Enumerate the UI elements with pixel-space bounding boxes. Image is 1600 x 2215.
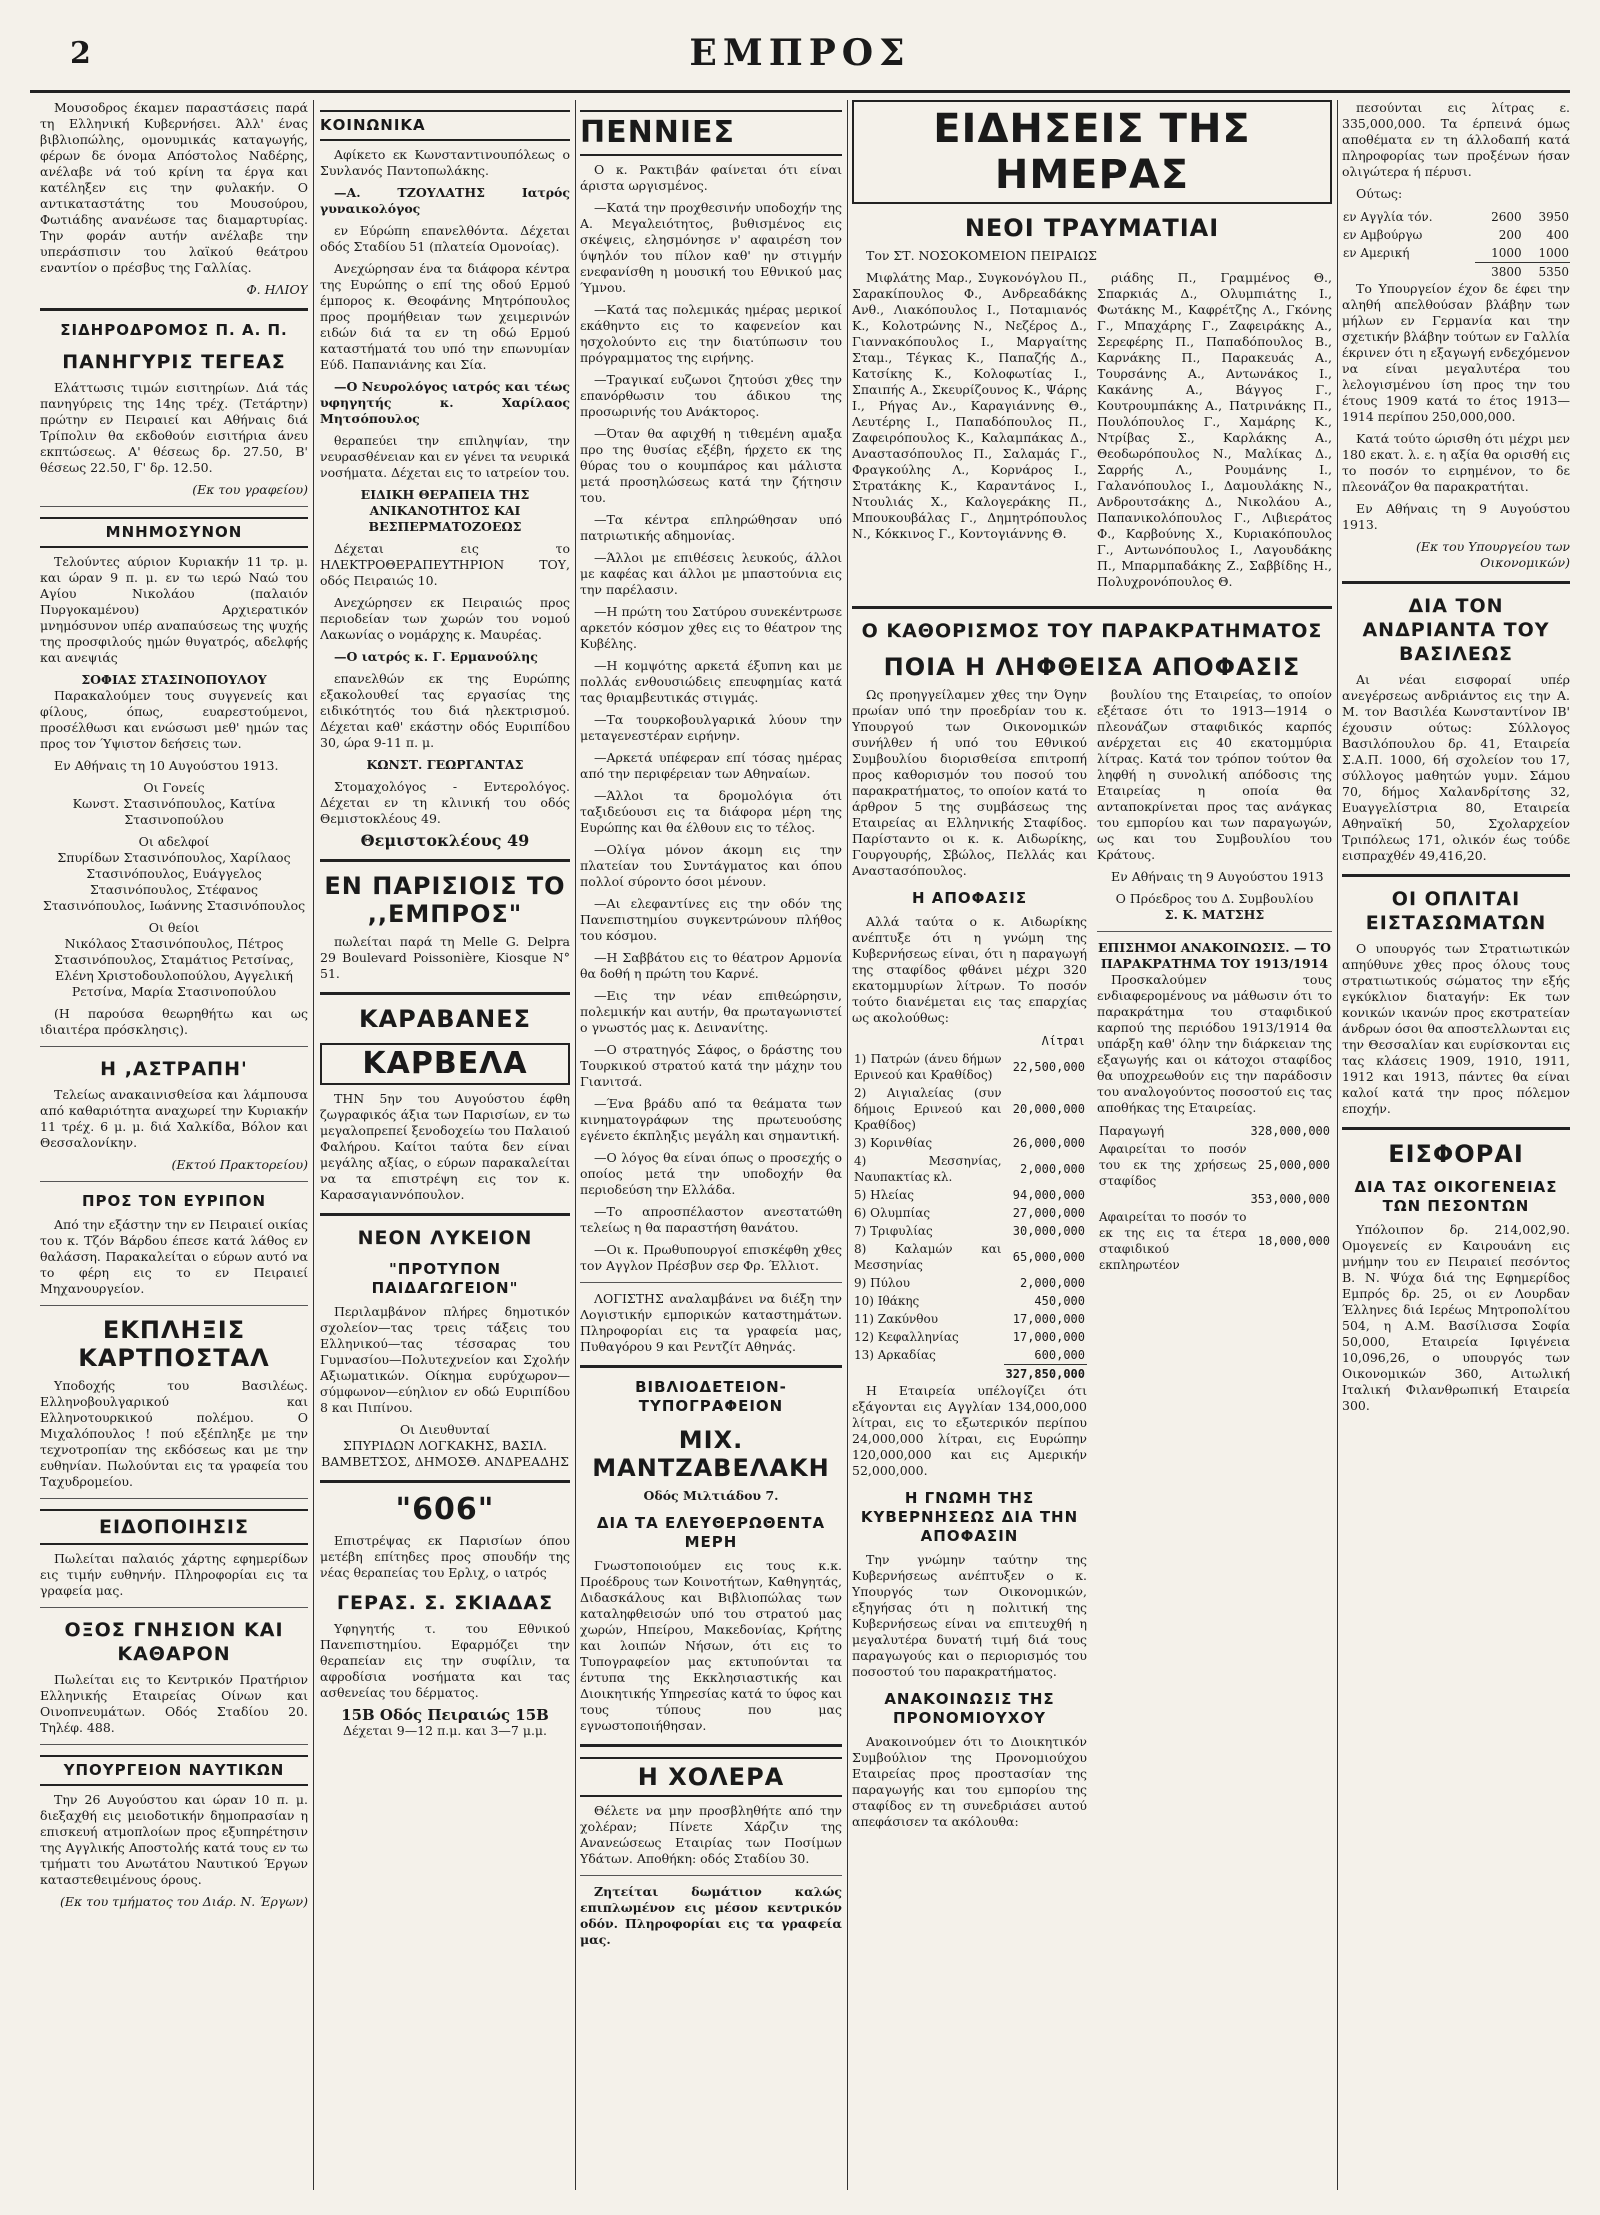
cholera-text: Θέλετε να μην προσβληθήτε από την χολέραν; Πίνετε Χάρζιν της Ανανεώσεως Εταιρίας των Ποσίμων Υδάτων. Αποθήκη: οδός Σταδίου 30. xyxy=(580,1803,842,1866)
social-item: Στομαχολόγος - Εντερολόγος. Δέχεται εν τη κλινική του οδός Θεμιστοκλέους 49. xyxy=(320,779,570,826)
government-text: Την γνώμην ταύτην της Κυβερνήσεως ανέπτυξεν ο κ. Υπουργός των Οικονομικών, εξηγήσας ότι η πολιτική της Κυβερνήσεως είναι να επιτευχθή η μεγαλυτέρα δυνατή τιμή διά τους παραγωγούς και ο περιορισμός του ποσοστού του παρακρατήματος. xyxy=(852,1552,1087,1679)
column-divider xyxy=(847,100,848,2190)
table-row xyxy=(1342,226,1570,244)
lyceum-text: Περιλαμβάνον πλήρες δημοτικόν σχολείον—τας τρεις τάξεις του Ελληνικού—τας τέσσαρας του Γυμνασίου—Πολυτεχνείον και Σχολήν Αξιωματικών. Οίκημα ευρύχωρον—σύμφωνον—εύηλιον εν οδώ Ευριπίδου 8 και Πιπίνου. xyxy=(320,1304,570,1415)
retention-subtitle: ΠΟΙΑ Η ΛΗΦΘΕΙΣΑ ΑΠΟΦΑΣΙΣ xyxy=(883,653,1301,681)
hoplites-title: ΟΙ ΟΠΛΙΤΑΙ ΕΙΣΤΑΣΩΜΑΤΩΝ xyxy=(1365,888,1547,934)
astrapi-title: Η ,ΑΣΤΡΑΠΗ' xyxy=(100,1058,248,1080)
table-row xyxy=(852,1152,1087,1186)
social-title: ΚΟΙΝΩΝΙΚΑ xyxy=(320,110,570,141)
social-item: Ανεχώρησαν ένα τα διάφορα κέντρα της Ευρώπης ο επί της οδού Ερμού έμπορος κ. Θεοφάνης Μητρόπουλος προς προμήθειαν των χειμερινών ειδών διά τα εν τη οδώ Ερμού καταστήματά του υπό την επωνυμίαν Εύδ. Παπανιάνης και Σία. xyxy=(320,261,570,372)
privileged-title: ΑΝΑΚΟΙΝΩΣΙΣ ΤΗΣ ΠΡΟΝΟΜΙΟΥΧΟΥ xyxy=(884,1690,1055,1727)
caravans-text: ΤΗΝ 5ην του Αυγούστου έφθη ζωγραφικός άξια των Παρισίων, εν τω μεγαλοπρεπεί ξενοδοχείω του Παλαιού Φαλήρου. Καίτοι ταύτα δεν είναι μεγάλης αξίας, ο εύρων παρακαλείται να τα επιστρέψη εις τον κ. Καρασαγιαννόπουλον. xyxy=(320,1091,570,1202)
statue-title: ΔΙΑ ΤΟΝ ΑΝΔΡΙΑΝΤΑ ΤΟΥ ΒΑΣΙΛΕΩΣ xyxy=(1362,595,1550,665)
table-cell-value: 25,000,000 xyxy=(1257,1158,1330,1172)
masthead: ΕΜΠΡΟΣ xyxy=(689,32,911,74)
column-5 xyxy=(1342,100,1570,2190)
table-cell xyxy=(852,1032,1004,1050)
official-notice-text: Προσκαλούμεν τους ενδιαφερομένους να μάθωσιν ότι το παρακράτημα του σταφιδικού καρπού της περιόδου 1913/1914 θα υπάρξη καθ' όλην την διάρκειαν της εξαγωγής και οι κάτοχοι σταφίδος θα υποχρεωθούν εις την παράδοσιν του αναλογούντος ποσοστού εις τας αποθήκας της Εταιρείας. xyxy=(1097,972,1332,1115)
social-item: επανελθών εκ της Ευρώπης εξακολουθεί τας εργασίας της ειδικότητός του διά ηλεκτρισμού. Δέχεται καθ' εκάστην οδός Ευριπίδου 30, ώρα 9-11 π. μ. xyxy=(320,671,570,750)
penies-item: —Άλλοι με επιθέσεις λευκούς, άλλοι με καφέας και άλλοι με μπαστούνια εις την παρέλασιν. xyxy=(580,550,842,597)
table-cell-name: 2) Αιγιαλείας (συν δήμοις Ερινεού και Κραθίδος) xyxy=(854,1086,1002,1132)
penies-item: —Η πρώτη του Σατύρου συνεκέντρωσε αρκετόν κόσμον χθες εις το θέατρον της Κυβέλης. xyxy=(580,604,842,651)
rail-signature: (Εκ του γραφείου) xyxy=(192,482,308,497)
memorial-parents: Κωνστ. Στασινόπουλος, Κατίνα Στασινοπούλου xyxy=(72,796,276,827)
paris-title: ΕΝ ΠΑΡΙΣΙΟΙΣ ΤΟ ,,ΕΜΠΡΟΣ" xyxy=(324,872,566,928)
penies-item: —Αι ελεφαντίνες εις την οδόν της Πανεπιστημίου συγκεντρώνουν πλήθος του κόσμου. xyxy=(580,896,842,943)
penies-item: —Τα κέντρα επληρώθησαν υπό πατριωτικής αδημονίας. xyxy=(580,512,842,543)
export-table xyxy=(1342,208,1570,281)
table-cell-value: 1000 xyxy=(1538,246,1569,260)
accountant-ad: ΛΟΓΙΣΤΗΣ αναλαμβάνει να διέξη την Λογιστικήν εμπορικών καταστημάτων. Πληροφορίαι εις τα γραφεία μας, Πυθαγόρου 9 και Ρεντζίτ Αθηνάς. xyxy=(580,1291,842,1354)
doctor-name: ΓΕΡΑΣ. Σ. ΣΚΙΑΔΑΣ xyxy=(336,1592,554,1614)
lyceum-title: ΝΕΟΝ ΛΥΚΕΙΟΝ xyxy=(357,1227,533,1249)
table-row xyxy=(852,1222,1087,1240)
decision-text-2: Η Εταιρεία υπέλογίζει ότι εξάγονται εις Αγγλίαν 134,000,000 λίτραι, εις το εξωτερικόν περίπου 24,000,000 λίτραι, εις Ευρώπην 120,000,000 και εις Αμερικήν 52,000,000. xyxy=(852,1383,1087,1478)
naval-signature: (Εκ του τμήματος του Διάρ. Ν. Έργων) xyxy=(60,1894,308,1909)
column-divider xyxy=(1337,100,1338,2190)
table-cell-value: 353,000,000 xyxy=(1250,1192,1330,1206)
statue-text: Αι νέαι εισφοραί υπέρ ανεγέρσεως ανδριάντος εις την Α. Μ. τον Βασιλέα Κωνσταντίνον ΙΒ' έχουσιν ούτως: Σύλλογος Βασιλόπουλου δρ. 41, Εταιρεία Σ.Α.Π. 1000, 6ή σχολείον του 17, σύλλογος μαθητών γυμν. Σάμου 70, δήμος Χαλανδρίτσης 32, Ευαγγελίστρια 80, Εταιρεία Αθηναϊκή 50, Σχολαρχείον Τριπόλεως 171, ολικόν έως τούδε εισπραχθέν 49,416,20. xyxy=(1342,672,1570,863)
social-item-title: ΚΩΝΣΤ. ΓΕΩΡΓΑΝΤΑΣ xyxy=(366,757,524,772)
production-table xyxy=(852,1032,1087,1383)
table-cell-value: 1000 xyxy=(1491,246,1522,260)
social-item-title: ΕΙΔΙΚΗ ΘΕΡΑΠΕΙΑ ΤΗΣ ΑΝΙΚΑΝΟΤΗΤΟΣ ΚΑΙ ΒΕΣΠΕΡΜΑΤΟΖΟΕΩΣ xyxy=(360,487,530,534)
table-cell-name: 12) Κεφαλληνίας xyxy=(854,1330,959,1344)
retention-signature-role: Ο Πρόεδρος του Δ. Συμβουλίου xyxy=(1115,891,1314,906)
social-item: Δέχεται εις το ΗΛΕΚΤΡΟΘΕΡΑΠΕΥΤΗΡΙΟΝ ΤΟΥ, οδός Πειραιώς 10. xyxy=(320,541,570,588)
karvela-title: ΚΑΡΒΕΛΑ xyxy=(320,1043,570,1085)
table-cell-name: 9) Πύλου xyxy=(854,1276,911,1290)
table-row xyxy=(1342,244,1570,263)
table-row xyxy=(1342,263,1570,282)
memorial-name: ΣΟΦΙΑΣ ΣΤΑΣΙΝΟΠΟΥΛΟΥ xyxy=(81,672,267,687)
table-row xyxy=(1342,208,1570,226)
wounded-list: ριάδης Π., Γραμμένος Θ., Σπαρκιάς Δ., Ολυμπιάτης Ι., Φωτάκης Μ., Καφρέτζης Λ., Γκόνης Γ., Μπαχάρης Γ., Ζαφειράκης Α., Σερεφέρης Π., Παπαδόπουλος Β., Καρνάκης Π., Παρακευάς Α., Τουρσάνης Α., Αντωνάκος Ι., Κακάνης Α., Βάγγος Γ., Κουτρουμπάκης Α., Πατρινάκης Π., Πουλόπουλος Γ., Χαμάρης Κ., Ντρίβας Σ., Καρλάκης Α., Θεοδωρόπουλος Ν., Μαλίκας Δ., Σαρρής Λ., Ρουμάνης Ι., Γαλανόπουλος Ι., Δαμουλάκης Ν., Ανδρουτσάκης Δ., Νικολάου Α., Παπανικολόπουλος Γ., Λιβιεράτος Φ., Καρβούνης Χ., Κυριακόπουλος Γ., Αντωνόπουλος Ι., Λαγουδάκης Π., Μπαρμπαδάκης Ζ., Σαββίδης Η., Πολυχρονόπουλος Θ. xyxy=(1097,270,1332,589)
header-rule xyxy=(30,90,1570,93)
naval-title: ΥΠΟΥΡΓΕΙΟΝ ΝΑΥΤΙΚΩΝ xyxy=(40,1755,308,1786)
salvarsan-text: Επιστρέψας εκ Παρισίων όπου μετέβη επίτηδες προς σπουδήν της νέας θεραπείας του Ερλιχ, ο ιατρός xyxy=(320,1533,570,1580)
hoplites-text: Ο υπουργός των Στρατιωτικών απηύθυνε χθες προς όλους τους στρατιωτικούς σώματος την εξής εγκύκλιον διαταγήν: Εκ των κονικών ικανών προς εκστρατείαν άνδρων όσοι θα αποστελλωνται εις την Θεσσαλίαν και ευρίσκονται εις τας κλάσεις 1909, 1910, 1911, 1912 και 1913, πάντες θα είναι καλοί κατά την προς πόλεμον εποχήν. xyxy=(1342,941,1570,1116)
table-cell-value: 27,000,000 xyxy=(1012,1206,1085,1220)
table-cell-name: 8) Καλαμών και Μεσσηνίας xyxy=(854,1242,1002,1272)
table-row xyxy=(852,1032,1087,1050)
column-4 xyxy=(852,100,1332,2190)
table-cell-name: Αφαιρείται το ποσόν του εκ της χρήσεως σταφίδος xyxy=(1099,1142,1247,1188)
evripos-text: Από την εξάστην την εν Πειραιεί οικίας του κ. Τζόν Βάρδου έπεσε κατά λάθος εν θαλάσση. Παρακαλείται ο εύρων αυτό να το φέρη εις το εν Πειραιεί Μηχανουργείον. xyxy=(40,1217,308,1296)
table-cell-name: 7) Τριφυλίας xyxy=(854,1224,933,1238)
decision-text: Αλλά ταύτα ο κ. Αιδωρίκης ανέπτυξε ότι η γνώμη της Κυβερνήσεως είναι, ότι η παραγωγή της σταφίδος φθάνει μέχρι 320 εκατομμυρίων λίτρων. Το ποσόν τούτο διανέμεται εις τας επαρχίας ως ακολούθως: xyxy=(852,914,1087,1025)
table-total: 5350 xyxy=(1523,263,1570,282)
doctor-hours: Δέχεται 9—12 π.μ. και 3—7 μ.μ. xyxy=(342,1723,548,1738)
bindery-address: Οδός Μιλτιάδου 7. xyxy=(643,1488,779,1503)
table-row xyxy=(852,1292,1087,1310)
penies-item: —Τραγικαί ευζωνοι ζητούσι χθες την επανόρθωσιν του άδικου της προσωρινής του Ανάκτορος. xyxy=(580,372,842,419)
decision-title: Η ΑΠΟΦΑΣΙΣ xyxy=(911,889,1028,907)
astrapi-text: Τελείως ανακαινισθείσα και λάμπουσα από καθαριότητα αναχωρεί την Κυριακήν 11 τρέχ. 6 μ. μ. διά Χαλκίδα, Βόλον και Θεσσαλονίκην. xyxy=(40,1087,308,1150)
memorial-relatives-label: Οι θείοι xyxy=(148,920,200,935)
postcards-text: Υποδοχής του Βασιλέως. Ελληνοβουλγαρικού και Ελληνοτουρκικού πολέμου. Ο Μιχαλόπουλος ! πού εξέπληξε με την τεχνοτροπίαν της εκδόσεως και με την ευθηνίαν. Πωλούνται εις τα γραφεία του Ταχυδρομείου. xyxy=(40,1378,308,1489)
table-cell-value: 400 xyxy=(1546,228,1569,242)
table-row xyxy=(852,1365,1087,1384)
table-cell-name: εν Αγγλία τόν. xyxy=(1343,210,1433,224)
table-row xyxy=(852,1134,1087,1152)
table-cell xyxy=(852,1365,1004,1384)
bindery-subtitle: ΔΙΑ ΤΑ ΕΛΕΥΘΕΡΩΘΕΝΤΑ ΜΕΡΗ xyxy=(596,1514,826,1551)
retention-signature-name: Σ. Κ. ΜΑΤΣΗΣ xyxy=(1164,907,1265,922)
penies-item: —Η Σαββάτου εις το θέατρον Αρμονία θα δοθή η πρώτη του Καρνέ. xyxy=(580,950,842,981)
social-item-title: —Α. ΤΖΟΥΛΑΤΗΣ Ιατρός γυναικολόγος xyxy=(320,185,570,216)
table-row xyxy=(1097,1208,1332,1274)
penies-item: Ο κ. Ρακτιβάν φαίνεται ότι είναι άριστα ωργισμένος. xyxy=(580,162,842,193)
wounded-lead: Τον ΣΤ. ΝΟΣΟΚΟΜΕΙΟΝ ΠΕΙΡΑΙΩΣ xyxy=(866,248,1097,263)
table-cell-name: 4) Μεσσηνίας, Ναυπακτίας κλ. xyxy=(854,1154,1002,1184)
retention-title: Ο ΚΑΘΟΡΙΣΜΟΣ ΤΟΥ ΠΑΡΑΚΡΑΤΗΜΑΤΟΣ xyxy=(861,620,1323,642)
table-cell-name: 6) Ολυμπίας xyxy=(854,1206,931,1220)
table-row xyxy=(852,1204,1087,1222)
bindery-text: Γνωστοποιούμεν εις τους κ.κ. Προέδρους των Κοινοτήτων, Καθηγητάς, Διδασκάλους και Βιβλιοπώλας των καταληφθεισών υπό του στρατού μας χωρών, Ηπείρου, Μακεδονίας, Κρήτης και λοιπών Νήσων, ότι εις το Τυπογραφείον μας εκτυπούνται τα έντυπα της Εκκλησιαστικής και Διοικητικής Υπηρεσίας κατά το ύφος και τους τύπους που μας εγνωστοποιήθησαν. xyxy=(580,1558,842,1733)
column-2 xyxy=(320,100,570,2190)
table-cell-value: 17,000,000 xyxy=(1012,1312,1085,1326)
column-divider xyxy=(313,100,314,2190)
table-row xyxy=(1097,1140,1332,1190)
memorial-parents-label: Οι Γονείς xyxy=(143,780,205,795)
penies-item: —Κατά τας πολεμικάς ημέρας μερικοί εκάθηντο εις το καφενείον και ησχολούντο εις την διατύπωσιν του πρόγραμματος της ειρήνης. xyxy=(580,302,842,365)
retention-date: Εν Αθήναις τη 9 Αυγούστου 1913 xyxy=(1111,869,1324,884)
table-row xyxy=(1097,1122,1332,1140)
naval-text: Την 26 Αυγούστου και ώραν 10 π. μ. διεξαχθή εις μειοδοτικήν δημοπρασίαν η επισκευή ατμοπλοίων προς εξυπηρέτησιν της Αγγλικής Αποστολής κατά τους εν τω τμήματι του Ανωτάτου Ναυτικού Έργων καταστεθειμένους όρους. xyxy=(40,1792,308,1887)
evripos-title: ΠΡΟΣ ΤΟΝ ΕΥΡΙΠΟΝ xyxy=(81,1192,267,1210)
column-divider xyxy=(575,100,576,2190)
memorial-date: Εν Αθήναις τη 10 Αυγούστου 1913. xyxy=(54,758,279,773)
social-item: Αφίκετο εκ Κωνσταντινουπόλεως ο Συνλανός Παντοπωλάκης. xyxy=(320,147,570,178)
table-header: Λίτραι xyxy=(1041,1034,1085,1048)
table-cell-name: εν Αμβούργω xyxy=(1343,228,1423,242)
table-row xyxy=(852,1084,1087,1134)
table-cell-value: 600,000 xyxy=(1034,1348,1085,1362)
wounded-title: ΝΕΟΙ ΤΡΑΥΜΑΤΙΑΙ xyxy=(964,214,1220,242)
penies-item: —Κατά την προχθεσινήν υποδοχήν της Α. Μεγαλειότητος, βυθισμένος εις σκέψεις, ελησμόνησε ν' αφαιρέση τον ύψηλόν του πίλον καθ' ην στιγμήν ενεφανίσθη η μουσική του Εθνικού μας Ύμνου. xyxy=(580,200,842,295)
column-3 xyxy=(580,100,842,2190)
table-cell-value: 3950 xyxy=(1538,210,1569,224)
memorial-siblings: Σπυρίδων Στασινόπουλος, Χαρίλαος Στασινόπουλος, Ευάγγελος Στασινόπουλος, Στέφανος Στασινόπουλος, Ιωάννης Στασινόπουλος xyxy=(42,850,306,913)
news-title: ΕΙΔΗΣΕΙΣ ΤΗΣ ΗΜΕΡΑΣ xyxy=(852,100,1332,204)
contributions-title: ΕΙΣΦΟΡΑΙ xyxy=(1388,1140,1524,1168)
table-cell-value: 30,000,000 xyxy=(1012,1224,1085,1238)
memorial-text: Τελούντες αύριον Κυριακήν 11 τρ. μ. και ώραν 9 π. μ. εν τω ιερώ Ναώ του Αγίου Νικολάου (παλαιόν Πυργοκαμένου) Αρχιερατικόν μνημόσυνον υπέρ αναπαύσεως της ψυχής της προσφιλούς ημών θυγατρός, αδελφής και ανεψιάς xyxy=(40,554,308,665)
table-row xyxy=(852,1050,1087,1084)
table-total: 327,850,000 xyxy=(1004,1365,1087,1384)
rail-title: ΣΙΔΗΡΟΔΡΟΜΟΣ Π. Α. Π. xyxy=(60,321,288,339)
lyceum-directors: ΣΠΥΡΙΔΩΝ ΛΟΓΚΑΚΗΣ, ΒΑΣΙΛ. ΒΑΜΒΕΤΣΟΣ, ΔΗΜΟΣΘ. ΑΝΔΡΕΑΔΗΣ xyxy=(321,1438,569,1469)
astrapi-signature: (Εκτού Πρακτορείου) xyxy=(171,1157,308,1172)
table-row xyxy=(1097,1190,1332,1208)
government-title: Η ΓΝΩΜΗ ΤΗΣ ΚΥΒΕΡΝΗΣΕΩΣ ΔΙΑ ΤΗΝ ΑΠΟΦΑΣΙΝ xyxy=(860,1489,1079,1545)
penies-item: —Οι κ. Πρωθυπουργοί επισκέφθη χθες τον Αγγλον Πρέσβυν σερ Φρ. Έλλιοτ. xyxy=(580,1242,842,1273)
bindery-name: ΜΙΧ. ΜΑΝΤΖΑΒΕΛΑΚΗ xyxy=(592,1426,830,1482)
doctor-address: 15Β Οδός Πειραιώς 15Β xyxy=(341,1706,549,1724)
table-cell-name: 5) Ηλείας xyxy=(854,1188,914,1202)
table-row xyxy=(852,1186,1087,1204)
penies-item: —Ολίγα μόνον άκομη εις την πλατείαν του Συντάγματος και όπου πολλοί σύροντο όσοι μένουν. xyxy=(580,842,842,889)
export-text-2: Το Υπουργείον έχον δε έφει την αληθή απελθούσαν βλάβην των μήλων εν Γερμανία και την σχετικήν βλάβην τούτων εν Γαλλία έκρινεν ότι η εξαγωγή ενδεχόμενον να είναι μεγαλυτέρα του λελογισμένου ίση προς την του έτους 1909 κατά το έτος 1913—1914 περίπου 250,000,000. xyxy=(1342,281,1570,424)
notice-title: ΕΙΔΟΠΟΙΗΣΙΣ xyxy=(40,1509,308,1545)
penies-item: —Ο λόγος θα είναι όπως ο προσεχής ο οποίος μετά την υποδοχήν θα περιοδεύση την Ελλάδα. xyxy=(580,1150,842,1197)
penies-item: —Η κομψότης αρκετά έξυπνη και με πολλάς ενθουσιώδεις επευφημίας κατά τας θριαμβευτικάς στιγμάς. xyxy=(580,658,842,705)
official-notice-title: ΕΠΙΣΗΜΟΙ ΑΝΑΚΟΙΝΩΣΙΣ. — ΤΟ ΠΑΡΑΚΡΑΤΗΜΑ ΤΟΥ 1913/1914 xyxy=(1098,940,1331,971)
penies-item: —Άλλοι τα δρομολόγια ότι ταξιδεύουσι εις τα διάφορα μέρη της Ευρώπης και θα έλθουν εις το τέλος. xyxy=(580,788,842,835)
table-cell-name: 10) Ιθάκης xyxy=(854,1294,920,1308)
column-1 xyxy=(40,100,308,2190)
table-cell-name: 1) Πατρών (άνευ δήμων Ερινεού και Κραθίδος) xyxy=(854,1052,1002,1082)
table-cell-value: 200 xyxy=(1498,228,1522,242)
room-wanted-ad: Ζητείται δωμάτιον καλώς επιπλωμένον εις μέσον κεντρικόν οδόν. Πληροφορίαι εις τα γραφεία μας. xyxy=(580,1884,842,1947)
table-cell-value: 26,000,000 xyxy=(1012,1136,1085,1150)
table-cell-name xyxy=(1097,1190,1249,1208)
notice-text: Πωλείται παλαιός χάρτης εφημερίδων εις τιμήν ευθηνήν. Πληροφορίαι εις τα γραφεία μας. xyxy=(40,1551,308,1598)
table-cell xyxy=(1342,263,1475,282)
table-cell-value: 20,000,000 xyxy=(1012,1102,1085,1116)
social-item-title: —Ο Νευρολόγος ιατρός και τέως υφηγητής κ. Χαρίλαος Μητσόπουλος xyxy=(320,379,570,426)
table-cell-name: 11) Ζακύνθου xyxy=(854,1312,939,1326)
table-cell-name: εν Αμερική xyxy=(1343,246,1410,261)
production-summary-table xyxy=(1097,1122,1332,1274)
contributions-subtitle: ΔΙΑ ΤΑΣ ΟΙΚΟΓΕΝΕΙΑΣ ΤΩΝ ΠΕΣΟΝΤΩΝ xyxy=(1354,1178,1558,1215)
table-cell-value: 17,000,000 xyxy=(1012,1330,1085,1344)
vinegar-title: ΟΞΟΣ ΓΝΗΣΙΟΝ ΚΑΙ ΚΑΘΑΡΟΝ xyxy=(64,1619,284,1665)
postcards-title: ΕΚΠΛΗΞΙΣ ΚΑΡΤΠΟΣΤΑΛ xyxy=(78,1316,270,1372)
bindery-title: ΒΙΒΛΙΟΔΕΤΕΙΟΝ-ΤΥΠΟΓΡΑΦΕΙΟΝ xyxy=(635,1378,787,1415)
social-item: θεραπεύει την επιληψίαν, την νευρασθένειαν και εν γένει τα νευρικά νοσήματα. Δέχεται εις το ιατρείον του. xyxy=(320,433,570,480)
export-text-3: Κατά τούτο ώρισθη ότι μέχρι μεν 180 εκατ. λ. ε. η αξία θα ορισθή εις το ποσόν το ειρημένον, το δε πλεονάζον θα παρακρατήται. xyxy=(1342,431,1570,494)
rail-text: Ελάττωσις τιμών εισιτηρίων. Διά τάς πανηγύρεις της 14ης τρέχ. (Τετάρτην) πρώτην εν Πειραιεί και Αθήναις διά Τρίπολιν θα εκδοθούν εισιτήρια άνευ εκπτώσεως. Α' θέσεως δρ. 27.50, Β' θέσεως 22.50, Γ' δρ. 12.50. xyxy=(40,380,308,475)
cholera-title: Η ΧΟΛΕΡΑ xyxy=(580,1757,842,1797)
table-row xyxy=(852,1274,1087,1292)
article-text: Μουσοδρος έκαμεν παραστάσεις παρά τη Ελληνική Κυβερνήσει. Άλλ' ένας βιβλιοπώλης, ομονυμικάς καταγωγής, φέρων δε όνομα Απόστολος Ναδέρης, ανέλαβε νά τού κρίνη τα έργα και κατέληξεν εις την φυλακήν. Ο αντικαταστάτης του Μουσούρου, Φωτιάδης ανανέωσε τας διαμαρτυρίας. Την φοράν αυτήν ανέλαβε την υπεράσπισιν του λαϊκού θεάτρου εναντίον ο πρέσβυς της Γαλλίας. xyxy=(40,100,308,275)
export-date: Εν Αθήναις τη 9 Αυγούστου 1913. xyxy=(1342,501,1570,532)
memorial-text-2: Παρακαλούμεν τους συγγενείς και φίλους, όπως, ευαρεστούμενοι, προσέλθωσι και ενώσωσι μεθ' ημών τας προς τον Ύψιστον δεήσεις των. xyxy=(40,688,308,751)
table-cell-name: Παραγωγή xyxy=(1099,1124,1165,1138)
social-item: εν Εύρώπη επανελθόντα. Δέχεται οδός Σταδίου 51 (πλατεία Ομονοίας). xyxy=(320,223,570,254)
retention-text: Ως προηγγείλαμεν χθες την Όγην πρωίαν υπό την προεδρίαν του κ. Υπουργού των Οικονομικών συνήλθεν ή υπό του Εθνικού Συμβουλίου διορισθείσα επιτροπή προς καθορισμόν του ποσού του παρακρατήματος, το οποίον κατά το άρθρον 5 της συμβάσεως της Εταιρείας αι Ελληνικής Σταφίδος. Παρίσταντο οι κ. κ. Αιδωρίκης, Γουργουρής, Σβώλος, Πελλάς και Αναστασόπουλος. xyxy=(852,687,1087,878)
memorial-note: (Η παρούσα θεωρηθήτω και ως ιδιαιτέρα πρόσκλησις). xyxy=(40,1006,308,1037)
paris-text: πωλείται παρά τη Melle G. Delpra 29 Boulevard Poissonière, Kiosque N° 51. xyxy=(320,934,570,981)
social-item: Ανεχώρησεν εκ Πειραιώς προς περιοδείαν των χωρών του νομού Λακωνίας ο νομάρχης κ. Μαυρέας. xyxy=(320,595,570,642)
social-item-title: —Ο ιατρός κ. Γ. Ερμανούλης xyxy=(334,649,538,664)
penies-item: —Το απροσπέλαστον ανεστατώθη τελείως η θα παραστήση θανάτου. xyxy=(580,1204,842,1235)
memorial-relatives: Νικόλαος Στασινόπουλος, Πέτρος Στασινόπουλος, Σταμάτιος Ρετσίνας, Ελένη Χριστοδουλοπούλου, Αγγελική Ρετσίνα, Μαρία Στασινοπούλου xyxy=(54,936,294,999)
penies-item: —Αρκετά υπέφεραν επί τόσας ημέρας από την περιφέρειαν των Αθηναίων. xyxy=(580,750,842,781)
table-cell-name: Αφαιρείται το ποσόν το εκ της εις τα έτερα σταφιδικού εκπληρωτέον xyxy=(1099,1210,1247,1272)
privileged-text: Ανακοινούμεν ότι το Διοικητικόν Συμβούλιον της Προνομιούχου Εταιρείας προς προστασίαν της παραγωγής και του εμπορίου της σταφίδος εν τη συνεδριάσει αυτού απεφάσισεν τα ακόλουθα: xyxy=(852,1734,1087,1829)
table-cell-name: 13) Αρκαδίας xyxy=(854,1348,936,1363)
penies-item: —Όταν θα αφιχθή η τιθεμένη αμαξα προ της θυσίας εξέβη, ήρχετο εκ της θύρας του ο κουμπάρος και μάλιστα μετά προσηλώσεως κατά την ζήτησιν του. xyxy=(580,426,842,505)
table-cell-name: 3) Κορινθίας xyxy=(854,1136,933,1150)
penies-item: —Εις την νέαν επιθεώρησιν, πολεμικήν και αυτήν, θα πρωταγωνιστεί ο γνωστός μας κ. Δεινανίτης. xyxy=(580,988,842,1035)
rail-subtitle: ΠΑΝΗΓΥΡΙΣ ΤΕΓΕΑΣ xyxy=(62,351,286,373)
page-number: 2 xyxy=(70,36,91,71)
penies-item: —Ο στρατηγός Σάφος, ο δράστης του Τουρκικού στρατού κατά την μάχην του Γιανιτσά. xyxy=(580,1042,842,1089)
memorial-title: ΜΝΗΜΟΣΥΝΟΝ xyxy=(40,517,308,548)
penies-item: —Ένα βράδυ από τα θεάματα των κινηματογράφων της πρωτευούσης εγένετο έκπληξις μεγάλη και σημαντική. xyxy=(580,1096,842,1143)
table-row xyxy=(852,1328,1087,1346)
table-cell-value: 22,500,000 xyxy=(1012,1060,1085,1074)
table-cell-value: 2,000,000 xyxy=(1019,1162,1085,1176)
table-cell-value: 94,000,000 xyxy=(1012,1188,1085,1202)
retention-text-2: βουλίου της Εταιρείας, το οποίον εξέτασε ότι το 1913—1914 ο πλεονάζων σταφιδικός καρπός ανέρχεται εις 40 εκατομμύρια λίτρας. Κατά τον τρόπον τούτον θα ληφθή η συνολική απόδοσις της Εταιρείας η οποία θα ανταποκρίνεται προς τας ανάγκας του εμπορίου και των παραγωγών, ως και του Συμβουλίου του Κράτους. xyxy=(1097,687,1332,862)
table-row xyxy=(852,1310,1087,1328)
vinegar-text: Πωλείται εις το Κεντρικόν Πρατήριον Ελληνικής Εταιρείας Οίνων και Οινοπνευμάτων. Οδός Σταδίου 20. Τηλέφ. 488. xyxy=(40,1672,308,1735)
lyceum-subtitle: "ΠΡΟΤΥΠΟΝ ΠΑΙΔΑΓΩΓΕΙΟΝ" xyxy=(371,1260,519,1297)
penies-title: ΠΕΝΝΙΕΣ xyxy=(580,110,842,156)
page-header xyxy=(30,28,1570,84)
memorial-siblings-label: Οι αδελφοί xyxy=(138,834,210,849)
table-row xyxy=(852,1346,1087,1365)
table-cell-value: 65,000,000 xyxy=(1012,1250,1085,1264)
wounded-list: Μιφλάτης Μαρ., Συγκονόγλου Π., Σαρακίπουλος Φ., Ανδρεαδάκης Ανθ., Λιακόπουλος Ι., Ποταμιανός Κ., Κολοτρώνης Ν., Νεζέρος Δ., Γιαννακόπουλος Ι., Μαργαίτης Σταμ., Τέγκας Κ., Παπαζής Δ., Κατσίκης Κ., Κολοφωτίας Ι., Σπαιπής Α., Σκευρίζουνος Κ., Ψάρης Ι., Ρήγας Αν., Καραγιάννης Θ., Λευτέρης Ι., Παπαδόπουλος Π., Ζαφειρόπουλος Κ., Καλαμπάκας Δ., Αναστασόπουλος Π., Σαλαμάς Γ., Φραγκούλης Λ., Κορνάρος Ι., Στρατάκης Κ., Καραντάνος Ι., Ντουλιάς Χ., Καλογεράκης Π., Μπουκουβάλας Γ., Δημητρόπουλος Ν., Κόκκινος Γ., Κοντογιάννης Θ. xyxy=(852,270,1087,541)
table-row xyxy=(852,1240,1087,1274)
export-text: πεσούνται εις λίτρας ε. 335,000,000. Τα έρπεινά όμως αποθέματα εν τη άλλοδαπή κατά πληροφορίας των προξένων ήσαν ολιγώτερα ή πέρυσι. xyxy=(1342,100,1570,179)
article-signature: Φ. ΗΛΙΟΥ xyxy=(246,282,308,297)
salvarsan-text-2: Υφηγητής τ. του Εθνικού Πανεπιστημίου. Εφαρμόζει την θεραπείαν εις την συφίλιν, τα αφροδίσια νοσήματα και τας ασθενείας του δέρματος. xyxy=(320,1621,570,1700)
caravans-title: ΚΑΡΑΒΑΝΕΣ xyxy=(358,1005,532,1033)
contributions-text: Υπόλοιπον δρ. 214,002,90. Ομογενείς εν Καιρουάνη εις μνήμην του εν Πειραιεί πεσόντος Β. Ν. Ψύχα διά της Εφημερίδος Εμπρός δρ. 25, οι εν Λουρδαν Έλληνες διά Ιερέως Μητροπολίτου 504, η Α.Μ. Βασίλισσα Σοφία 50,000, Εταιρεία Ιφιγένεια 10,096,26, ο υπουργός των Οικονομικών 360, Αιτωλική Ιταλική Φιλανθρωπική Εταιρεία 300. xyxy=(1342,1222,1570,1413)
social-address-box: Θεμιστοκλέους 49 xyxy=(360,831,530,850)
export-signature: (Εκ του Υπουργείου των Οικονομικών) xyxy=(1415,539,1570,570)
lyceum-directors-label: Οι Διευθυνταί xyxy=(399,1422,491,1437)
table-cell-value: 2600 xyxy=(1491,210,1522,224)
penies-item: —Τα τουρκοβουλγαρικά λύουν την μεταγενεστέραν ειρήνην. xyxy=(580,712,842,743)
salvarsan-title: "606" xyxy=(395,1492,495,1527)
table-cell-value: 2,000,000 xyxy=(1019,1276,1085,1290)
table-cell-value: 450,000 xyxy=(1034,1294,1085,1308)
table-total: 3800 xyxy=(1475,263,1522,282)
export-text-label: Ούτως: xyxy=(1356,186,1403,201)
table-cell-value: 328,000,000 xyxy=(1250,1124,1330,1138)
table-cell-value: 18,000,000 xyxy=(1257,1234,1330,1248)
